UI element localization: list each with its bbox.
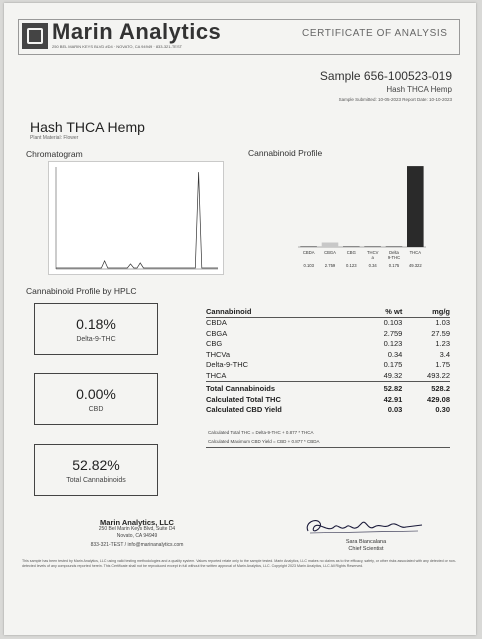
cbd-summary-box xyxy=(34,373,158,425)
profile-category-label: THCA xyxy=(409,250,422,255)
profile-category-label: 9-THC xyxy=(387,255,401,260)
row-mg: 1.23 xyxy=(435,339,450,349)
row-name: CBGA xyxy=(206,328,228,338)
brand-address: 250 BEL MARIN KEYS BLVD #D4 · NOVATO, CA 94949 · 833-321-TEST xyxy=(52,44,183,49)
profile-category-label: CBGA xyxy=(324,250,336,255)
row-pct: 0.175 xyxy=(383,360,403,370)
col-pct-wt: % wt xyxy=(363,306,402,318)
sample-dates: Sample Submitted: 10-05-2023 Report Date: 10-10-2023 xyxy=(338,97,452,102)
table-row xyxy=(206,318,450,329)
row-name: CBG xyxy=(206,339,223,349)
product-material: Plant Material: Flower xyxy=(30,135,79,141)
total-pct: 52.82 xyxy=(363,382,402,395)
row-name: CBDA xyxy=(206,318,227,328)
col-mg-g: mg/g xyxy=(402,306,450,318)
brand-name: Marin Analytics xyxy=(52,19,222,44)
row-mg: 1.75 xyxy=(435,360,450,370)
row-mg: 1.03 xyxy=(435,318,450,328)
thc-value: 0.18% xyxy=(76,316,116,332)
chromatogram-heading: Chromatogram xyxy=(26,149,83,159)
table-row xyxy=(206,339,450,350)
calc-thc-row xyxy=(206,395,450,406)
certificate-sheet xyxy=(4,3,476,635)
row-pct: 0.103 xyxy=(383,318,403,328)
calc-thc-pct: 42.91 xyxy=(383,394,403,404)
table-bottom-rule xyxy=(206,447,450,448)
table-header-row xyxy=(206,306,450,318)
note-total-thc: Calculated Total THC = Delta-9-THC + 0.877 * THCA xyxy=(208,430,314,435)
row-pct: 49.32 xyxy=(383,370,403,380)
lab-address-1: 250 Bel Marin Keys Blvd, Suite D4 xyxy=(98,526,176,532)
profile-bar xyxy=(364,246,381,247)
row-name: THCA xyxy=(206,370,227,380)
signer-name: Sara Biancalana xyxy=(345,539,387,545)
total-row xyxy=(206,382,450,395)
doc-title: CERTIFICATE OF ANALYSIS xyxy=(302,28,448,39)
row-pct: 2.759 xyxy=(383,328,403,338)
row-mg: 3.4 xyxy=(439,349,450,359)
sample-id: Sample 656-100523-019 xyxy=(319,69,452,83)
row-mg: 27.59 xyxy=(431,328,450,338)
profile-category-label: CBDA xyxy=(302,250,315,255)
profile-category-label: CBG xyxy=(346,250,356,255)
cbd-value: 0.00% xyxy=(76,386,116,402)
product-name: Hash THCA Hemp xyxy=(30,119,145,135)
row-pct: 0.123 xyxy=(383,339,403,349)
row-name: Delta-9-THC xyxy=(206,360,249,370)
cbd-label: CBD xyxy=(88,406,104,413)
profile-value-label: 0.34 xyxy=(368,263,377,268)
calc-cbd-name: Calculated CBD Yield xyxy=(206,405,282,415)
calc-cbd-pct: 0.03 xyxy=(387,405,403,415)
col-cannabinoid: Cannabinoid xyxy=(206,306,363,318)
calc-cbd-row xyxy=(206,405,450,416)
hplc-heading: Cannabinoid Profile by HPLC xyxy=(26,286,137,296)
marin-analytics-logo-icon xyxy=(22,23,48,49)
profile-bar xyxy=(322,243,339,248)
lab-contact: 833-321-TEST / info@marinanalytics.com xyxy=(90,542,184,548)
total-label: Total Cannabinoids xyxy=(66,477,126,484)
profile-value-label: 0.123 xyxy=(346,263,357,268)
calc-cbd-mg: 0.30 xyxy=(435,405,450,415)
lab-info xyxy=(68,519,206,549)
row-name: THCVa xyxy=(206,349,231,359)
profile-bar xyxy=(407,166,424,247)
disclaimer: This sample has been tested by Marin Analytics, LLC using valid testing methodologies and a quality system. Values reported relate only to the sample tested. Marin Analytics, LLC makes no claims as to the efficacy, safety, or other risks associated with any detected or non-detected levels of any compounds reported herein. This Certificate shall not be reproduced except in full without the written approval of Marin Analytics, LLC. Copyright 2023 Marin Analytics, LLC All Rights Reserved. xyxy=(22,559,456,568)
table-row xyxy=(206,371,450,382)
total-mg: 528.2 xyxy=(402,382,450,395)
cannabinoid-profile-heading: Cannabinoid Profile xyxy=(248,148,323,158)
row-mg: 493.22 xyxy=(427,370,450,380)
profile-bar xyxy=(386,246,403,247)
row-pct: 0.34 xyxy=(387,349,403,359)
profile-value-label: 0.103 xyxy=(303,263,314,268)
profile-value-label: 49.322 xyxy=(408,263,422,268)
calc-thc-name: Calculated Total THC xyxy=(206,394,281,404)
table-row xyxy=(206,360,450,371)
table-row xyxy=(206,350,450,361)
total-value: 52.82% xyxy=(72,457,120,473)
cannabinoid-profile-chart xyxy=(294,159,430,279)
total-summary-box xyxy=(34,444,158,496)
table-row xyxy=(206,329,450,340)
note-cbd-yield: Calculated Maximum CBD Yield = CBD + 0.877 * CBDA xyxy=(208,439,320,444)
total-name: Total Cannabinoids xyxy=(206,382,363,395)
signer-title: Chief Scientist xyxy=(348,546,384,552)
calc-thc-mg: 429.08 xyxy=(427,394,450,404)
profile-category-label: a xyxy=(371,255,374,260)
sample-type: Hash THCA Hemp xyxy=(386,85,452,94)
thc-label: Delta-9-THC xyxy=(76,336,116,343)
profile-category-label: Delta xyxy=(389,250,399,255)
signer-info xyxy=(306,539,426,553)
profile-value-label: 2.759 xyxy=(324,263,336,268)
profile-category-label: THCV xyxy=(366,250,379,255)
thc-summary-box xyxy=(34,303,158,355)
signature-image xyxy=(300,513,430,539)
cannabinoid-table xyxy=(206,306,450,416)
profile-value-label: 0.175 xyxy=(388,263,400,268)
lab-address-2: Novato, CA 94949 xyxy=(116,533,158,539)
chromatogram-chart xyxy=(48,161,224,275)
lab-name: Marin Analytics, LLC xyxy=(100,518,174,527)
profile-bar xyxy=(300,246,317,247)
profile-bar xyxy=(343,246,360,247)
